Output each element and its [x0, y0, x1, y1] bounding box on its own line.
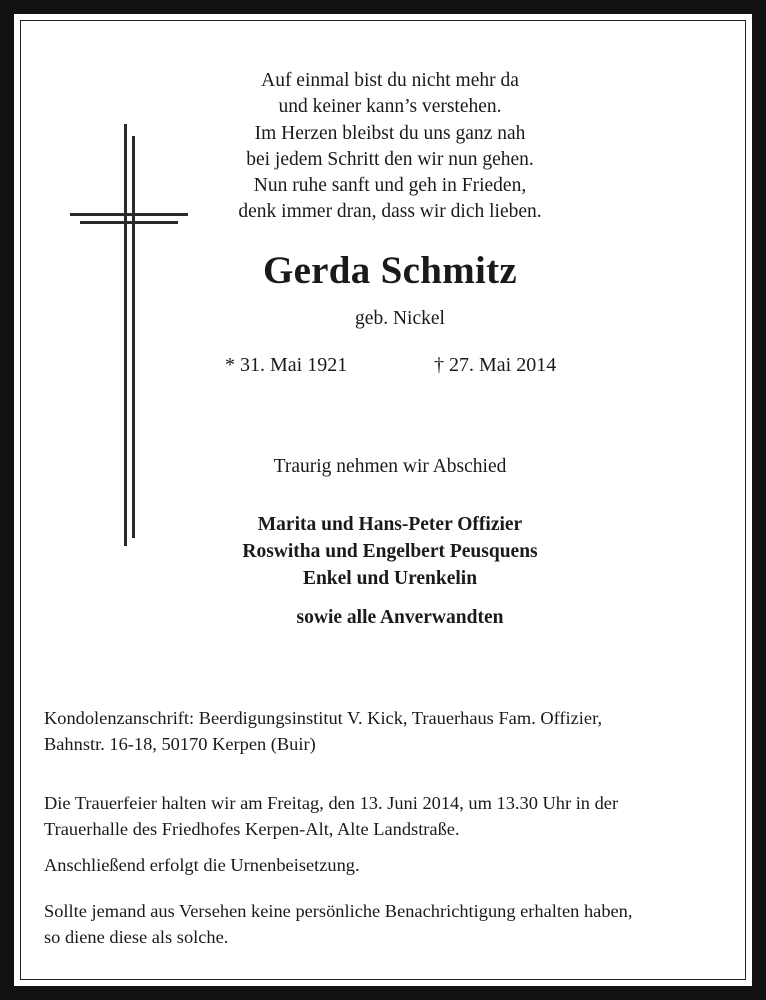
poem-line: und keiner kann’s verstehen.	[278, 96, 502, 118]
relatives-text: sowie alle Anverwandten	[296, 607, 504, 628]
ceremony-line: Die Trauerfeier halten wir am Freitag, den 13. Juni 2014, um 13.30 Uhr in der	[44, 793, 619, 813]
poem-line: bei jedem Schritt den wir nun gehen.	[246, 148, 534, 170]
poem-line: Nun ruhe sanft und geh in Frieden,	[253, 175, 527, 197]
mourner-line: Enkel und Urenkelin	[302, 568, 478, 589]
mourner-line: Roswitha und Engelbert Peusquens	[242, 541, 538, 562]
notice-line: so diene diese als solche.	[44, 927, 229, 947]
deceased-name: Gerda Schmitz	[262, 249, 518, 292]
condolence-line: Bahnstr. 16-18, 50170 Kerpen (Buir)	[44, 734, 316, 754]
poem	[190, 68, 590, 226]
ceremony-line: Trauerhalle des Friedhofes Kerpen-Alt, Alte Landstraße.	[44, 819, 460, 839]
mourners-list	[150, 511, 630, 592]
ceremony-info	[44, 790, 734, 842]
urn-burial-info	[44, 852, 734, 878]
urn-line: Anschließend erfolgt die Urnenbeisetzung.	[44, 855, 360, 875]
mourner-line: Marita und Hans-Peter Offizier	[257, 514, 523, 535]
notice-line: Sollte jemand aus Versehen keine persönliche Benachrichtigung erhalten haben,	[44, 901, 633, 921]
death-date: † 27. Mai 2014	[434, 354, 557, 376]
poem-line: Auf einmal bist du nicht mehr da	[261, 70, 519, 91]
condolence-address	[44, 705, 734, 757]
farewell-text: Traurig nehmen wir Abschied	[273, 456, 507, 477]
cross-icon	[70, 124, 188, 546]
notification-notice	[44, 898, 734, 950]
poem-line: denk immer dran, dass wir dich lieben.	[238, 201, 542, 223]
condolence-line: Kondolenzanschrift: Beerdigungsinstitut V. Kick, Trauerhaus Fam. Offizier,	[44, 708, 603, 728]
poem-line: Im Herzen bleibst du uns ganz nah	[254, 122, 526, 144]
birth-date: * 31. Mai 1921	[225, 354, 348, 376]
birth-name: geb. Nickel	[355, 308, 445, 329]
